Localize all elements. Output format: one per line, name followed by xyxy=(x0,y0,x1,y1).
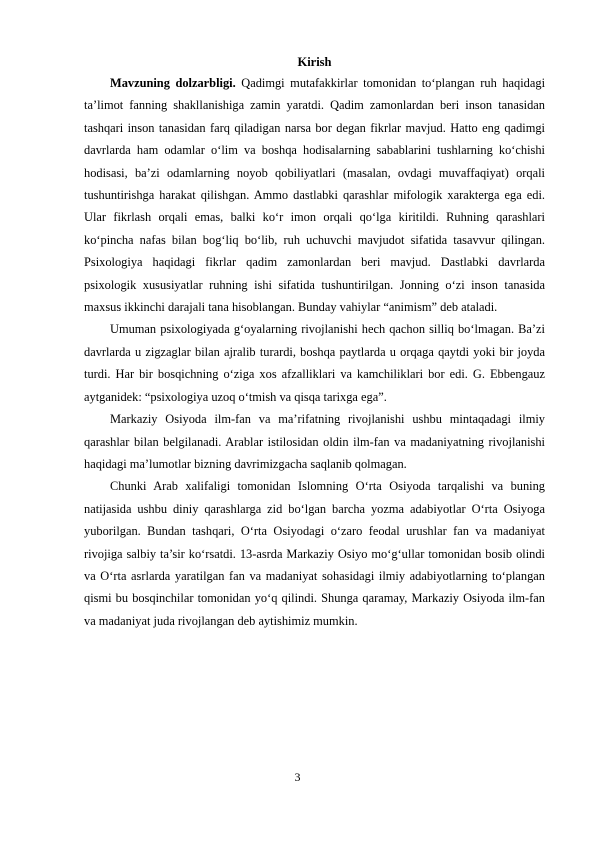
paragraph-text: Umuman psixologiyada g‘oyalarning rivojlanishi hech qachon silliq bo‘lmagan. Ba’zi davrlarda u zigzaglar bilan ajralib turardi, boshqa paytlarda u orqaga qaytdi yoki bir joyda turdi. Har bir bosqichning o‘ziga xos afzalliklari va kamchiliklari bor edi. G. Ebbengauz aytganidek: “psixologiya uzoq o‘tmish va qisqa tarixga ega”. xyxy=(84,322,545,404)
paragraph-text: Qadimgi mutafakkirlar tomonidan to‘plangan ruh haqidagi ta’limot fanning shakllanishiga zamin yaratdi. Qadim zamonlardan beri inson tanasidan tashqari inson tanasidan farq qiladigan narsa bor degan fikrlar mavjud. Hatto eng qadimgi davrlarda ham odamlar o‘lim va boshqa hodisalarning sabablarini tushlarning ko‘chishi hodisasi, ba’zi odamlarning noyob qobiliyatlari (masalan, ovdagi muvaffaqiyat) orqali tushuntirishga harakat qilishgan. Ammo dastlabki qarashlar mifologik xarakterga ega edi. Ular fikrlash orqali emas, balki ko‘r imon orqali qo‘lga kiritildi. Ruhning qarashlari ko‘pincha nafas bilan bog‘liq bo‘lib, ruh uchuvchi mavjudot sifatida tasavvur qilingan. Psixologiya haqidagi fikrlar qadim zamonlardan beri mavjud. Dastlabki davrlarda psixologik xususiyatlar ruhning ishi sifatida tushuntirilgan. Jonning o‘zi inson tanasida maxsus ikkinchi darajali tana hisoblangan. Bunday vahiylar “animism” deb ataladi. xyxy=(84,76,546,315)
paragraph-text: Markaziy Osiyoda ilm-fan va ma’rifatning rivojlanishi ushbu mintaqadagi ilmiy qarashlar bilan belgilanadi. Arablar istilosidan oldin ilm-fan va madaniyatning rivojlanishi haqidagi ma’lumotlar bizning davrimizgacha saqlanib qolmagan. xyxy=(84,412,545,471)
paragraph-central-asia-science xyxy=(84,408,545,475)
paragraph-lead: Mavzuning dolzarbligi. xyxy=(110,76,236,90)
paragraph-text: Chunki Arab xalifaligi tomonidan Islomning O‘rta Osiyoda tarqalishi va buning natijasida ushbu diniy qarashlarga zid bo‘lgan barcha yozma adabiyotlar O‘rta Osiyoga yuborilgan. Bundan tashqari, O‘rta Osiyodagi o‘zaro feodal urushlar fan va madaniyat rivojiga salbiy ta’sir ko‘rsatdi. 13-asrda Markaziy Osiyo mo‘g‘ullar tomonidan bosib olindi va O‘rta asrlarda yaratilgan fan va madaniyat sohasidagi ilmiy adabiyotlarning to‘plangan qismi bu bosqinchilar tomonidan yo‘q qilindi. Shunga qaramay, Markaziy Osiyoda ilm-fan va madaniyat juda rivojlangan deb aytishimiz mumkin. xyxy=(84,479,545,628)
paragraph-arab-caliphate xyxy=(84,475,545,632)
paragraph-relevance xyxy=(84,72,545,318)
page-number: 3 xyxy=(294,770,301,784)
page-title: Kirish xyxy=(297,55,332,69)
paragraph-psychology-development xyxy=(84,318,545,408)
document-page xyxy=(84,52,545,632)
